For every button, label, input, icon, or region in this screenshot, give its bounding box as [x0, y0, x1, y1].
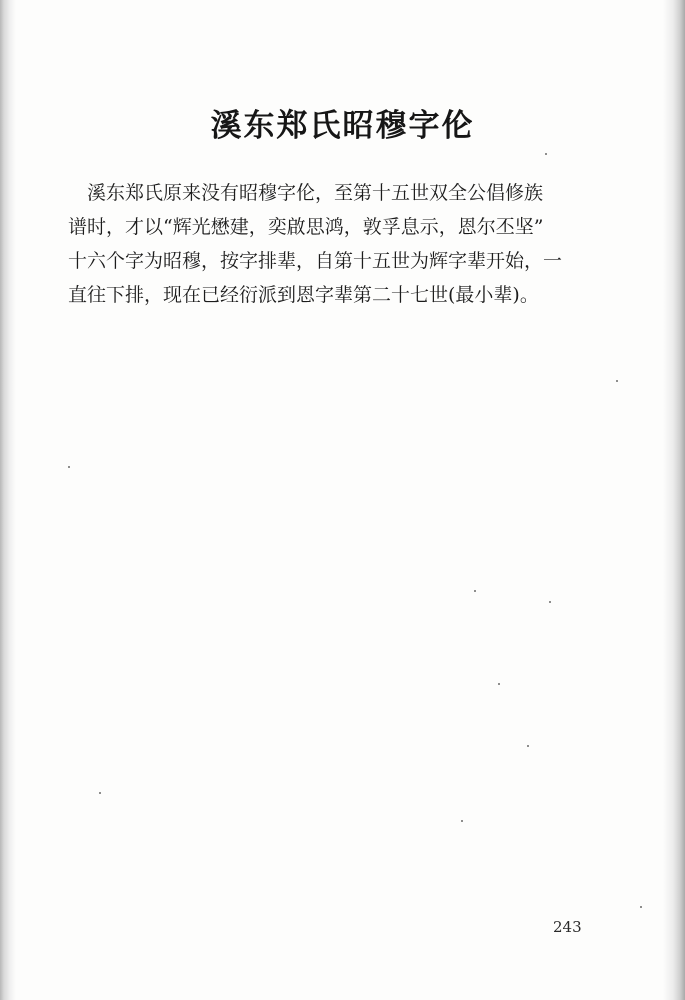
scan-speck	[68, 466, 70, 468]
scan-speck	[545, 153, 547, 155]
scan-speck	[616, 380, 618, 382]
scan-speck	[640, 906, 642, 908]
body-paragraph	[68, 176, 620, 312]
page-title: 溪东郑氏昭穆字伦	[210, 108, 475, 144]
scan-speck	[549, 601, 551, 603]
scan-speck	[461, 820, 463, 822]
paragraph-line: 直往下排，现在已经衍派到恩字辈第二十七世(最小辈)。	[68, 284, 539, 306]
paragraph-line: 十六个字为昭穆，按字排辈，自第十五世为辉字辈开始，一	[68, 250, 563, 272]
scan-speck	[99, 792, 101, 794]
paragraph-line: 溪东郑氏原来没有昭穆字伦，至第十五世双全公倡修族	[87, 182, 544, 204]
page-number: 243	[553, 918, 582, 936]
scan-speck	[527, 745, 529, 747]
scan-speck	[474, 590, 476, 592]
scan-speck	[498, 683, 500, 685]
paragraph-line: 谱时，才以“辉光懋建，奕啟思鸿，敦孚息示，恩尔丕坚”	[68, 216, 544, 238]
page-edge-shadow-right	[663, 0, 685, 1000]
page-edge-shadow-left	[0, 0, 16, 1000]
